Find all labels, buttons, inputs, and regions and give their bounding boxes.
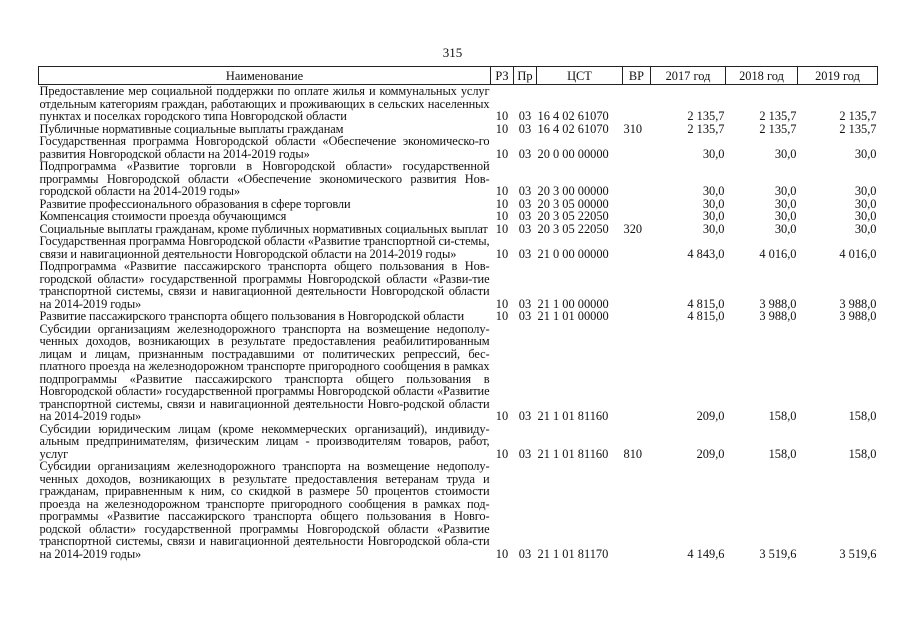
header-2017: 2017 год bbox=[651, 67, 726, 85]
row-2017: 2 135,7 bbox=[687, 109, 725, 123]
row-vr bbox=[623, 85, 651, 123]
row-name: Подпрограмма «Развитие торговли в Новгородской области» государственной программы Новгородской области «Обеспечение экономического развития Нов-городской области на 2014-2019 годы» bbox=[39, 159, 490, 198]
row-2018: 30,0 bbox=[774, 221, 797, 236]
row-vr bbox=[623, 210, 651, 223]
row-rz: 10 bbox=[495, 209, 509, 223]
row-2017: 4 843,0 bbox=[687, 246, 725, 261]
row-name: Субсидии организациям железнодорожного транспорта на возмещение недополу-ченных доходов, возникающих в результате предоставления реабилитированным лицам и лицам, признанным пострадавшими от политических репрессий, бес-платного проезда на железнодорожном транспорте пригородного сообщения в рамках подпрограммы «Развитие пассажирского транспорта общего пользования в Новгородской области» государственной программы Новгородской области «Развитие транспортной системы, связи и навигационной деятельности Новго-родской области на 2014-2019 годы» bbox=[39, 321, 490, 423]
row-2018: 30,0 bbox=[774, 209, 797, 223]
row-name: Публичные нормативные социальные выплаты гражданам bbox=[39, 121, 344, 136]
row-2019: 3 519,6 bbox=[839, 546, 877, 561]
row-2019: 2 135,7 bbox=[839, 121, 877, 136]
row-vr: 310 bbox=[623, 121, 643, 136]
row-pr: 03 bbox=[518, 209, 532, 223]
table-row bbox=[39, 310, 878, 323]
row-2017: 209,0 bbox=[696, 409, 725, 423]
row-cst: 21 0 00 00000 bbox=[537, 246, 609, 261]
row-pr: 03 bbox=[518, 246, 532, 261]
row-2017: 4 815,0 bbox=[687, 296, 725, 311]
row-2017: 2 135,7 bbox=[687, 121, 725, 136]
row-2018: 30,0 bbox=[774, 196, 797, 211]
row-cst: 20 3 05 22050 bbox=[537, 209, 609, 223]
table-header-row bbox=[39, 67, 878, 85]
table-row bbox=[39, 160, 878, 198]
header-pr: Пр bbox=[514, 67, 537, 85]
row-2018: 2 135,7 bbox=[759, 121, 797, 136]
row-rz: 10 bbox=[495, 146, 509, 161]
row-2018: 158,0 bbox=[768, 409, 797, 423]
row-2017: 30,0 bbox=[702, 209, 725, 223]
row-name: Субсидии юридическим лицам (кроме некоммерческих организаций), индивиду-альным предпринимателям, физическим лицам - производителям товаров, работ, услуг bbox=[39, 421, 490, 461]
row-rz: 10 bbox=[495, 246, 509, 261]
row-2017: 30,0 bbox=[702, 221, 725, 236]
row-pr: 03 bbox=[518, 446, 532, 461]
row-2019: 30,0 bbox=[854, 221, 877, 236]
row-pr: 03 bbox=[518, 109, 532, 123]
header-cst: ЦСТ bbox=[537, 67, 623, 85]
table-row bbox=[39, 323, 878, 423]
row-cst: 20 0 00 00000 bbox=[537, 146, 609, 161]
row-2017: 4 815,0 bbox=[687, 309, 725, 323]
row-pr: 03 bbox=[518, 146, 532, 161]
row-2018: 158,0 bbox=[768, 446, 797, 461]
row-vr bbox=[623, 260, 651, 310]
row-2019: 3 988,0 bbox=[839, 296, 877, 311]
row-vr: 810 bbox=[623, 446, 643, 461]
row-2017: 30,0 bbox=[702, 196, 725, 211]
row-pr: 03 bbox=[518, 121, 532, 136]
page-number: 315 bbox=[442, 45, 463, 60]
row-2017: 4 149,6 bbox=[687, 546, 725, 561]
row-pr: 03 bbox=[518, 546, 532, 561]
row-2017: 30,0 bbox=[702, 184, 725, 198]
table-row bbox=[39, 135, 878, 160]
row-2019: 30,0 bbox=[854, 146, 877, 161]
row-2019: 3 988,0 bbox=[839, 309, 877, 323]
row-rz: 10 bbox=[495, 409, 509, 423]
row-rz: 10 bbox=[495, 309, 509, 323]
row-name: Компенсация стоимости проезда обучающимся bbox=[39, 209, 287, 223]
row-vr bbox=[623, 160, 651, 198]
row-2018: 3 988,0 bbox=[759, 296, 797, 311]
budget-table bbox=[38, 66, 878, 560]
row-pr: 03 bbox=[518, 309, 532, 323]
row-2018: 30,0 bbox=[774, 146, 797, 161]
row-cst: 21 1 01 81160 bbox=[537, 409, 609, 423]
row-rz: 10 bbox=[495, 546, 509, 561]
row-cst: 20 3 05 22050 bbox=[537, 221, 609, 236]
row-2019: 4 016,0 bbox=[839, 246, 877, 261]
row-2017: 30,0 bbox=[702, 146, 725, 161]
row-name: Социальные выплаты гражданам, кроме публичных нормативных социальных выплат bbox=[39, 221, 488, 236]
header-2018: 2018 год bbox=[726, 67, 798, 85]
row-pr: 03 bbox=[518, 296, 532, 311]
row-2018: 4 016,0 bbox=[759, 246, 797, 261]
table-row bbox=[39, 210, 878, 223]
row-name: Государственная программа Новгородской области «Обеспечение экономическо-го развития Новгородской области на 2014-2019 годы» bbox=[39, 134, 490, 161]
row-cst: 16 4 02 61070 bbox=[537, 121, 609, 136]
row-2017: 209,0 bbox=[696, 446, 725, 461]
row-name: Развитие профессионального образования в сфере торговли bbox=[39, 196, 351, 211]
header-2019: 2019 год bbox=[798, 67, 878, 85]
row-name: Субсидии организациям железнодорожного транспорта на возмещение недополу-ченных доходов, возникающих в результате предоставления ветеранам труда и гражданам, приравненным к ним, со скидкой в размере 50 процентов стоимости проезда на железнодорожном транспорте пригородного сообщения в рамках под-программы «Развитие пассажирского транспорта общего пользования в Новго-родской области» государственной программы Новгородской области «Развитие транспортной системы, связи и навигационной деятельности Новгородской обла-сти на 2014-2019 годы» bbox=[39, 459, 490, 561]
row-2019: 30,0 bbox=[854, 196, 877, 211]
table-row bbox=[39, 423, 878, 461]
row-name: Предоставление мер социальной поддержки по оплате жилья и коммунальных услуг отдельным категориям граждан, работающих и проживающих в сельских населенных пунктах и поселках городского типа Новгородской области bbox=[39, 84, 490, 123]
row-rz: 10 bbox=[495, 221, 509, 236]
row-cst: 20 3 05 00000 bbox=[537, 196, 609, 211]
row-rz: 10 bbox=[495, 121, 509, 136]
row-cst: 21 1 01 81160 bbox=[537, 446, 609, 461]
row-name: Подпрограмма «Развитие пассажирского транспорта общего пользования в Нов-городской области» государственной программы Новгородской области «Разви-тие транспортной системы, связи и навигационной деятельности Новгородской области на 2014-2019 годы» bbox=[39, 259, 490, 311]
row-vr bbox=[623, 460, 651, 560]
row-2019: 2 135,7 bbox=[839, 109, 877, 123]
header-name: Наименование bbox=[39, 67, 491, 85]
row-pr: 03 bbox=[518, 184, 532, 198]
row-2019: 158,0 bbox=[848, 446, 877, 461]
row-rz: 10 bbox=[495, 184, 509, 198]
row-2018: 3 519,6 bbox=[759, 546, 797, 561]
row-rz: 10 bbox=[495, 109, 509, 123]
row-2019: 30,0 bbox=[854, 209, 877, 223]
row-2018: 3 988,0 bbox=[759, 309, 797, 323]
row-2018: 2 135,7 bbox=[759, 109, 797, 123]
table-row bbox=[39, 85, 878, 123]
row-pr: 03 bbox=[518, 409, 532, 423]
table-row bbox=[39, 235, 878, 260]
header-rz: РЗ bbox=[491, 67, 514, 85]
row-2019: 158,0 bbox=[848, 409, 877, 423]
row-pr: 03 bbox=[518, 221, 532, 236]
row-name: Развитие пассажирского транспорта общего пользования в Новгородской области bbox=[39, 309, 464, 323]
row-vr bbox=[623, 135, 651, 160]
row-cst: 21 1 01 00000 bbox=[537, 309, 609, 323]
row-cst: 21 1 01 81170 bbox=[537, 546, 609, 561]
table-row bbox=[39, 260, 878, 310]
row-cst: 21 1 00 00000 bbox=[537, 296, 609, 311]
header-vr: ВР bbox=[623, 67, 651, 85]
row-cst: 20 3 00 00000 bbox=[537, 184, 609, 198]
row-rz: 10 bbox=[495, 196, 509, 211]
row-vr bbox=[623, 323, 651, 423]
row-name: Государственная программа Новгородской области «Развитие транспортной си-стемы, связи и навигационной деятельности Новгородской области на 2014-2019 годы» bbox=[39, 234, 490, 261]
row-pr: 03 bbox=[518, 196, 532, 211]
row-vr bbox=[623, 310, 651, 323]
row-vr: 320 bbox=[623, 221, 643, 236]
table-row bbox=[39, 460, 878, 560]
row-rz: 10 bbox=[495, 446, 509, 461]
row-rz: 10 bbox=[495, 296, 509, 311]
row-2018: 30,0 bbox=[774, 184, 797, 198]
row-cst: 16 4 02 61070 bbox=[537, 109, 609, 123]
row-vr bbox=[623, 235, 651, 260]
row-vr bbox=[623, 198, 651, 211]
row-2019: 30,0 bbox=[854, 184, 877, 198]
